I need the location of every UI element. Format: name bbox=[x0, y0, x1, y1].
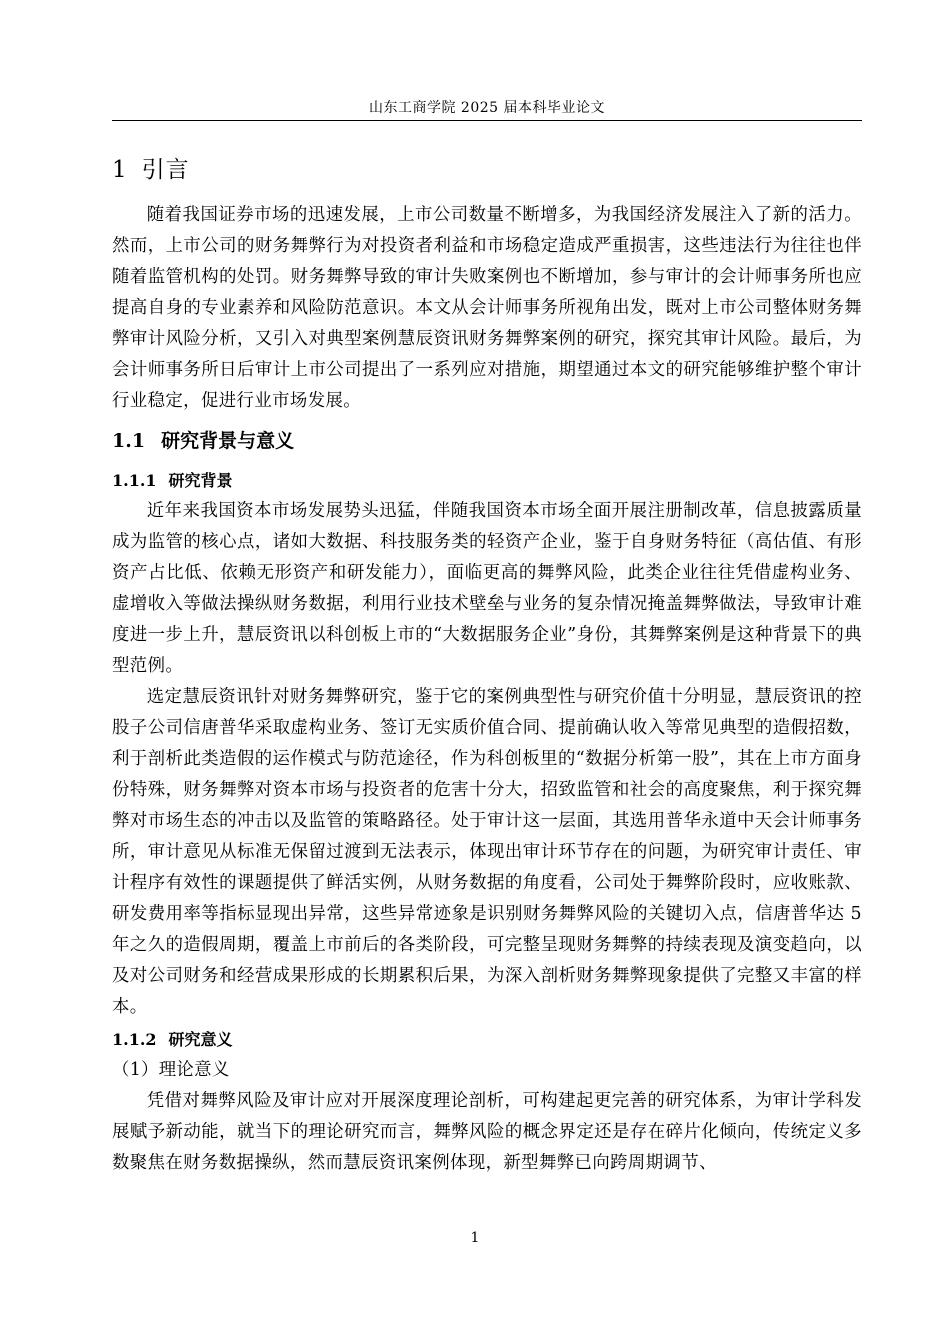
subsection-title-text: 研究意义 bbox=[168, 1030, 233, 1049]
chapter-title-text: 引言 bbox=[141, 157, 190, 183]
subsection-number: 1.1.1 bbox=[112, 471, 157, 490]
significance-paragraph: 凭借对舞弊风险及审计应对开展深度理论剖析，可构建起更完善的研究体系，为审计学科发展赋予新动能，就当下的理论研究而言，舞弊风险的概念界定还是存在碎片化倾向，传统定义多数聚焦在财务数据操纵，然而慧辰资讯案例体现，新型舞弊已向跨周期调节、 bbox=[112, 1091, 862, 1173]
page-body bbox=[112, 150, 862, 1179]
chapter-title bbox=[112, 150, 862, 190]
section-number: 1.1 bbox=[112, 430, 146, 452]
background-paragraph: 选定慧辰资讯针对财务舞弊研究，鉴于它的案例典型性与研究价值十分明显，慧辰资讯的控股子公司信唐普华采取虚构业务、签订无实质价值合同、提前确认收入等常见典型的造假招数，利于剖析此类造假的运作模式与防范途径，作为科创板里的“数据分析第一股”，其在上市方面身份特殊，财务舞弊对资本市场与投资者的危害十分大，招致监管和社会的高度聚焦，利于探究舞弊对市场生态的冲击以及监管的策略路径。处于审计这一层面，其选用普华永道中天会计师事务所，审计意见从标准无保留过渡到无法表示，体现出审计环节存在的问题，为研究审计责任、审计程序有效性的课题提供了鲜活实例，从财务数据的角度看，公司处于舞弊阶段时，应收账款、研发费用率等指标显现出异常，这些异常迹象是识别财务舞弊风险的关键切入点，信唐普华达 5 年之久的造假周期，覆盖上市前后的各类阶段，可完整呈现财务舞弊的持续表现及演变趋向，以及对公司财务和经营成果形成的长期累积后果，为深入剖析财务舞弊现象提供了完整又丰富的样本。 bbox=[112, 687, 862, 1017]
page-number: 1 bbox=[470, 1230, 480, 1246]
subsection-heading-1-1-2 bbox=[112, 1025, 862, 1055]
section-heading-1-1 bbox=[112, 424, 862, 458]
subsection-number: 1.1.2 bbox=[112, 1030, 157, 1049]
chapter-number: 1 bbox=[112, 157, 128, 183]
section-title-text: 研究背景与意义 bbox=[161, 430, 295, 452]
header-divider bbox=[112, 120, 862, 121]
list-label: （1）理论意义 bbox=[112, 1060, 230, 1080]
running-header: 山东工商学院 2025 届本科毕业论文 bbox=[368, 100, 606, 116]
background-paragraph: 近年来我国资本市场发展势头迅猛，伴随我国资本市场全面开展注册制改革，信息披露质量成为监管的核心点，诸如大数据、科技服务类的轻资产企业，鉴于自身财务特征（高估值、有形资产占比低、依赖无形资产和研发能力），面临更高的舞弊风险，此类企业往往凭借虚构业务、虚增收入等做法操纵财务数据，利用行业技术壁垒与业务的复杂情况掩盖舞弊做法，导致审计难度进一步上升，慧辰资讯以科创板上市的“大数据服务企业”身份，其舞弊案例是这种背景下的典型范例。 bbox=[112, 501, 862, 676]
subsection-title-text: 研究背景 bbox=[168, 471, 233, 490]
subsection-heading-1-1-1 bbox=[112, 466, 862, 496]
intro-paragraph: 随着我国证券市场的迅速发展，上市公司数量不断增多，为我国经济发展注入了新的活力。然而，上市公司的财务舞弊行为对投资者利益和市场稳定造成严重损害，这些违法行为往往也伴随着监管机构的处罚。财务舞弊导致的审计失败案例也不断增加，参与审计的会计师事务所也应提高自身的专业素养和风险防范意识。本文从会计师事务所视角出发，既对上市公司整体财务舞弊审计风险分析，又引入对典型案例慧辰资讯财务舞弊案例的研究，探究其审计风险。最后，为会计师事务所日后审计上市公司提出了一系列应对措施，期望通过本文的研究能够维护整个审计行业稳定，促进行业市场发展。 bbox=[112, 205, 862, 411]
